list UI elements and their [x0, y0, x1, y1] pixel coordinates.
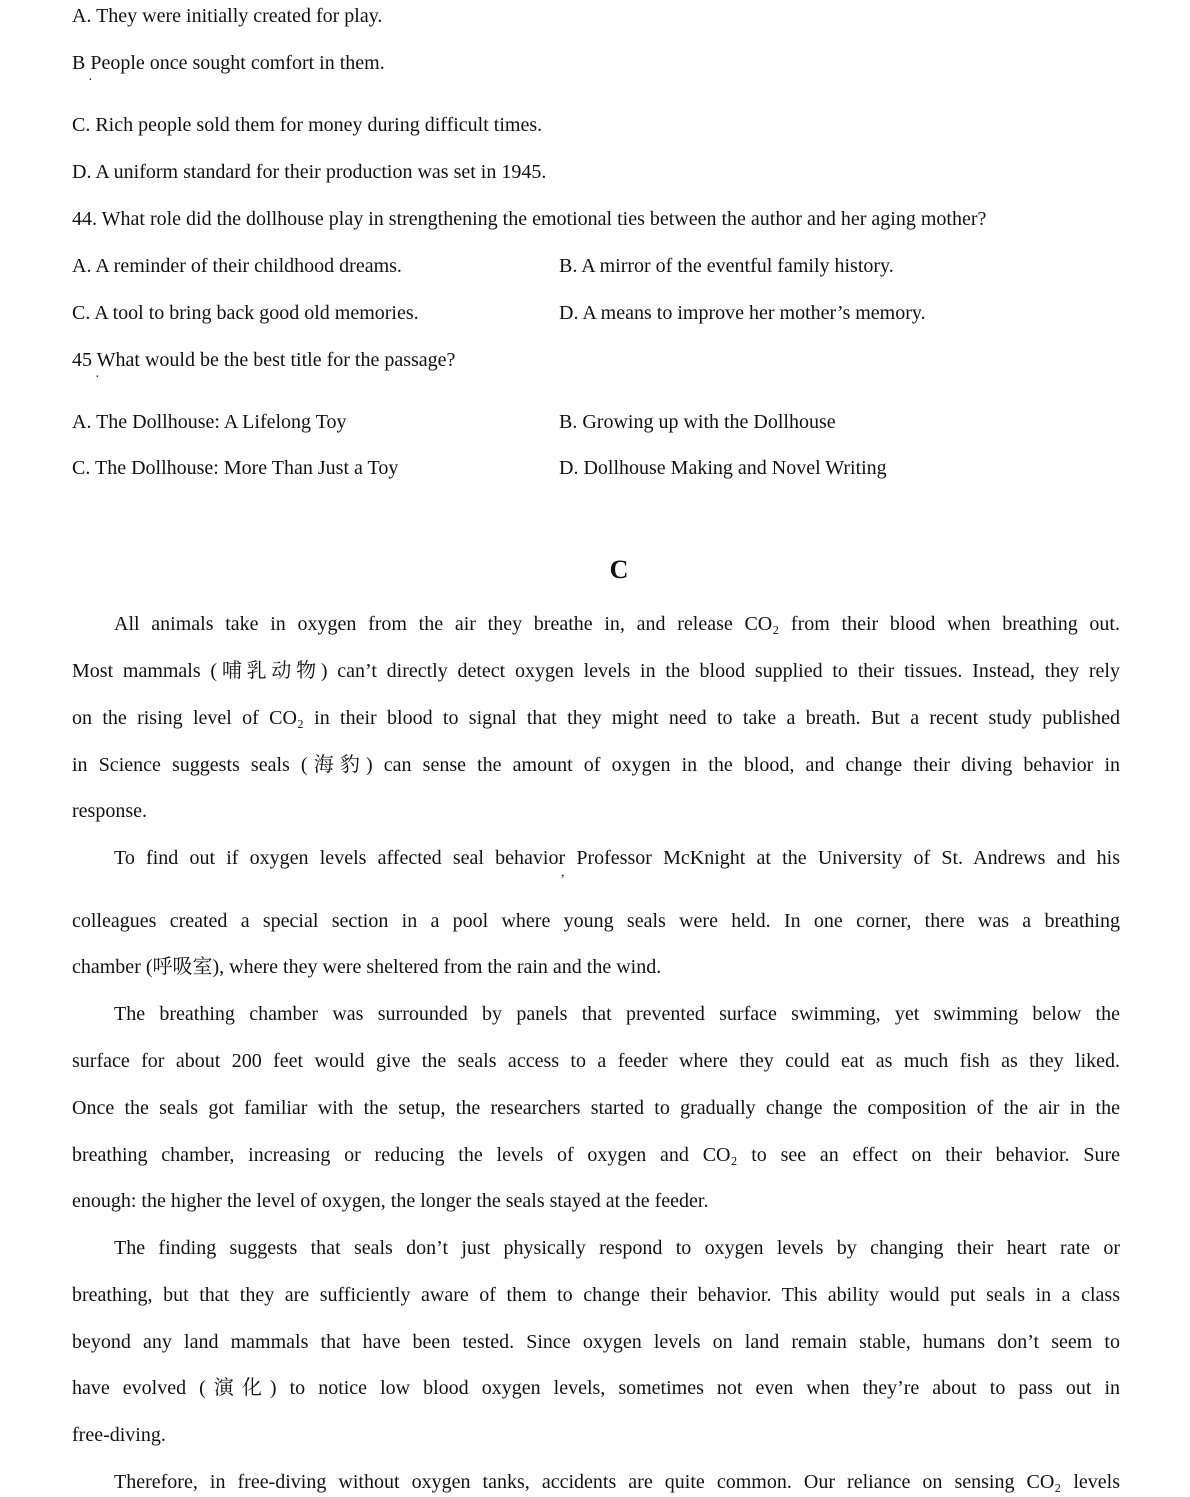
passage-line: Therefore, in free-diving without oxygen tanks, accidents are quite common. Our reliance on sensing CO₂ levels: [114, 1471, 1120, 1493]
section-heading: C: [609, 555, 629, 584]
passage-line: breathing chamber, increasing or reducing the levels of oxygen and CO₂ to see an effect on their behavior. Sure: [72, 1144, 1120, 1166]
passage-line: colleagues created a special section in a pool where young seals were held. In one corner, there was a breathing: [72, 910, 1120, 932]
passage-line: breathing, but that they are sufficiently aware of them to change their behavior. This ability would put seals in a class: [72, 1284, 1120, 1306]
q45-option-b: B. Growing up with the Dollhouse: [559, 411, 836, 433]
passage-line: on the rising level of CO₂ in their blood to signal that they might need to take a breath. But a recent study published: [72, 707, 1120, 729]
passage-line: response.: [72, 800, 147, 822]
passage-line: free-diving.: [72, 1424, 166, 1446]
stray-comma: ,: [561, 865, 565, 880]
q44-option-a: A. A reminder of their childhood dreams.: [72, 255, 402, 277]
passage-line: Most mammals (哺乳动物) can’t directly detect oxygen levels in the blood supplied to their tissues. Instead, they rely: [72, 660, 1120, 682]
q43-option-c: C. Rich people sold them for money during difficult times.: [72, 114, 543, 136]
q45-option-a: A. The Dollhouse: A Lifelong Toy: [72, 411, 347, 433]
passage-line: surface for about 200 feet would give the seals access to a feeder where they could eat as much fish as they liked.: [72, 1050, 1120, 1072]
passage-line: The finding suggests that seals don’t just physically respond to oxygen levels by changing their heart rate or: [114, 1237, 1120, 1259]
q44-option-b: B. A mirror of the eventful family history.: [559, 255, 894, 277]
passage-line: chamber (呼吸室), where they were sheltered from the rain and the wind.: [72, 956, 662, 978]
q43-option-a: A. They were initially created for play.: [72, 5, 383, 27]
passage-line: All animals take in oxygen from the air they breathe in, and release CO₂ from their blood when breathing out.: [114, 613, 1120, 635]
passage-line: Once the seals got familiar with the setup, the researchers started to gradually change the composition of the air in the: [72, 1097, 1120, 1119]
q43-option-d: D. A uniform standard for their production was set in 1945.: [72, 161, 547, 183]
q44-option-d: D. A means to improve her mother’s memory.: [559, 302, 926, 324]
passage-line: beyond any land mammals that have been tested. Since oxygen levels on land remain stable, humans don’t seem to: [72, 1331, 1120, 1353]
passage-line: have evolved (演化) to notice low blood oxygen levels, sometimes not even when they’re about to pass out in: [72, 1377, 1120, 1399]
q45-option-c: C. The Dollhouse: More Than Just a Toy: [72, 457, 399, 479]
q45-option-d: D. Dollhouse Making and Novel Writing: [559, 457, 887, 479]
q43-option-b: B People once sought comfort in them.: [72, 52, 385, 74]
emphasis-dot: ·: [88, 73, 93, 88]
emphasis-dot: ·: [95, 370, 100, 385]
q44-option-c: C. A tool to bring back good old memories.: [72, 302, 419, 324]
q45-question: 45 What would be the best title for the passage?: [72, 349, 456, 371]
q44-question: 44. What role did the dollhouse play in strengthening the emotional ties between the author and her aging mother?: [72, 208, 987, 230]
passage-line: The breathing chamber was surrounded by panels that prevented surface swimming, yet swimming below the: [114, 1003, 1120, 1025]
passage-line: enough: the higher the level of oxygen, the longer the seals stayed at the feeder.: [72, 1190, 709, 1212]
passage-line: To find out if oxygen levels affected seal behavior Professor McKnight at the University of St. Andrews and his: [114, 847, 1120, 869]
passage-line: in Science suggests seals (海豹) can sense the amount of oxygen in the blood, and change their diving behavior in: [72, 754, 1120, 776]
